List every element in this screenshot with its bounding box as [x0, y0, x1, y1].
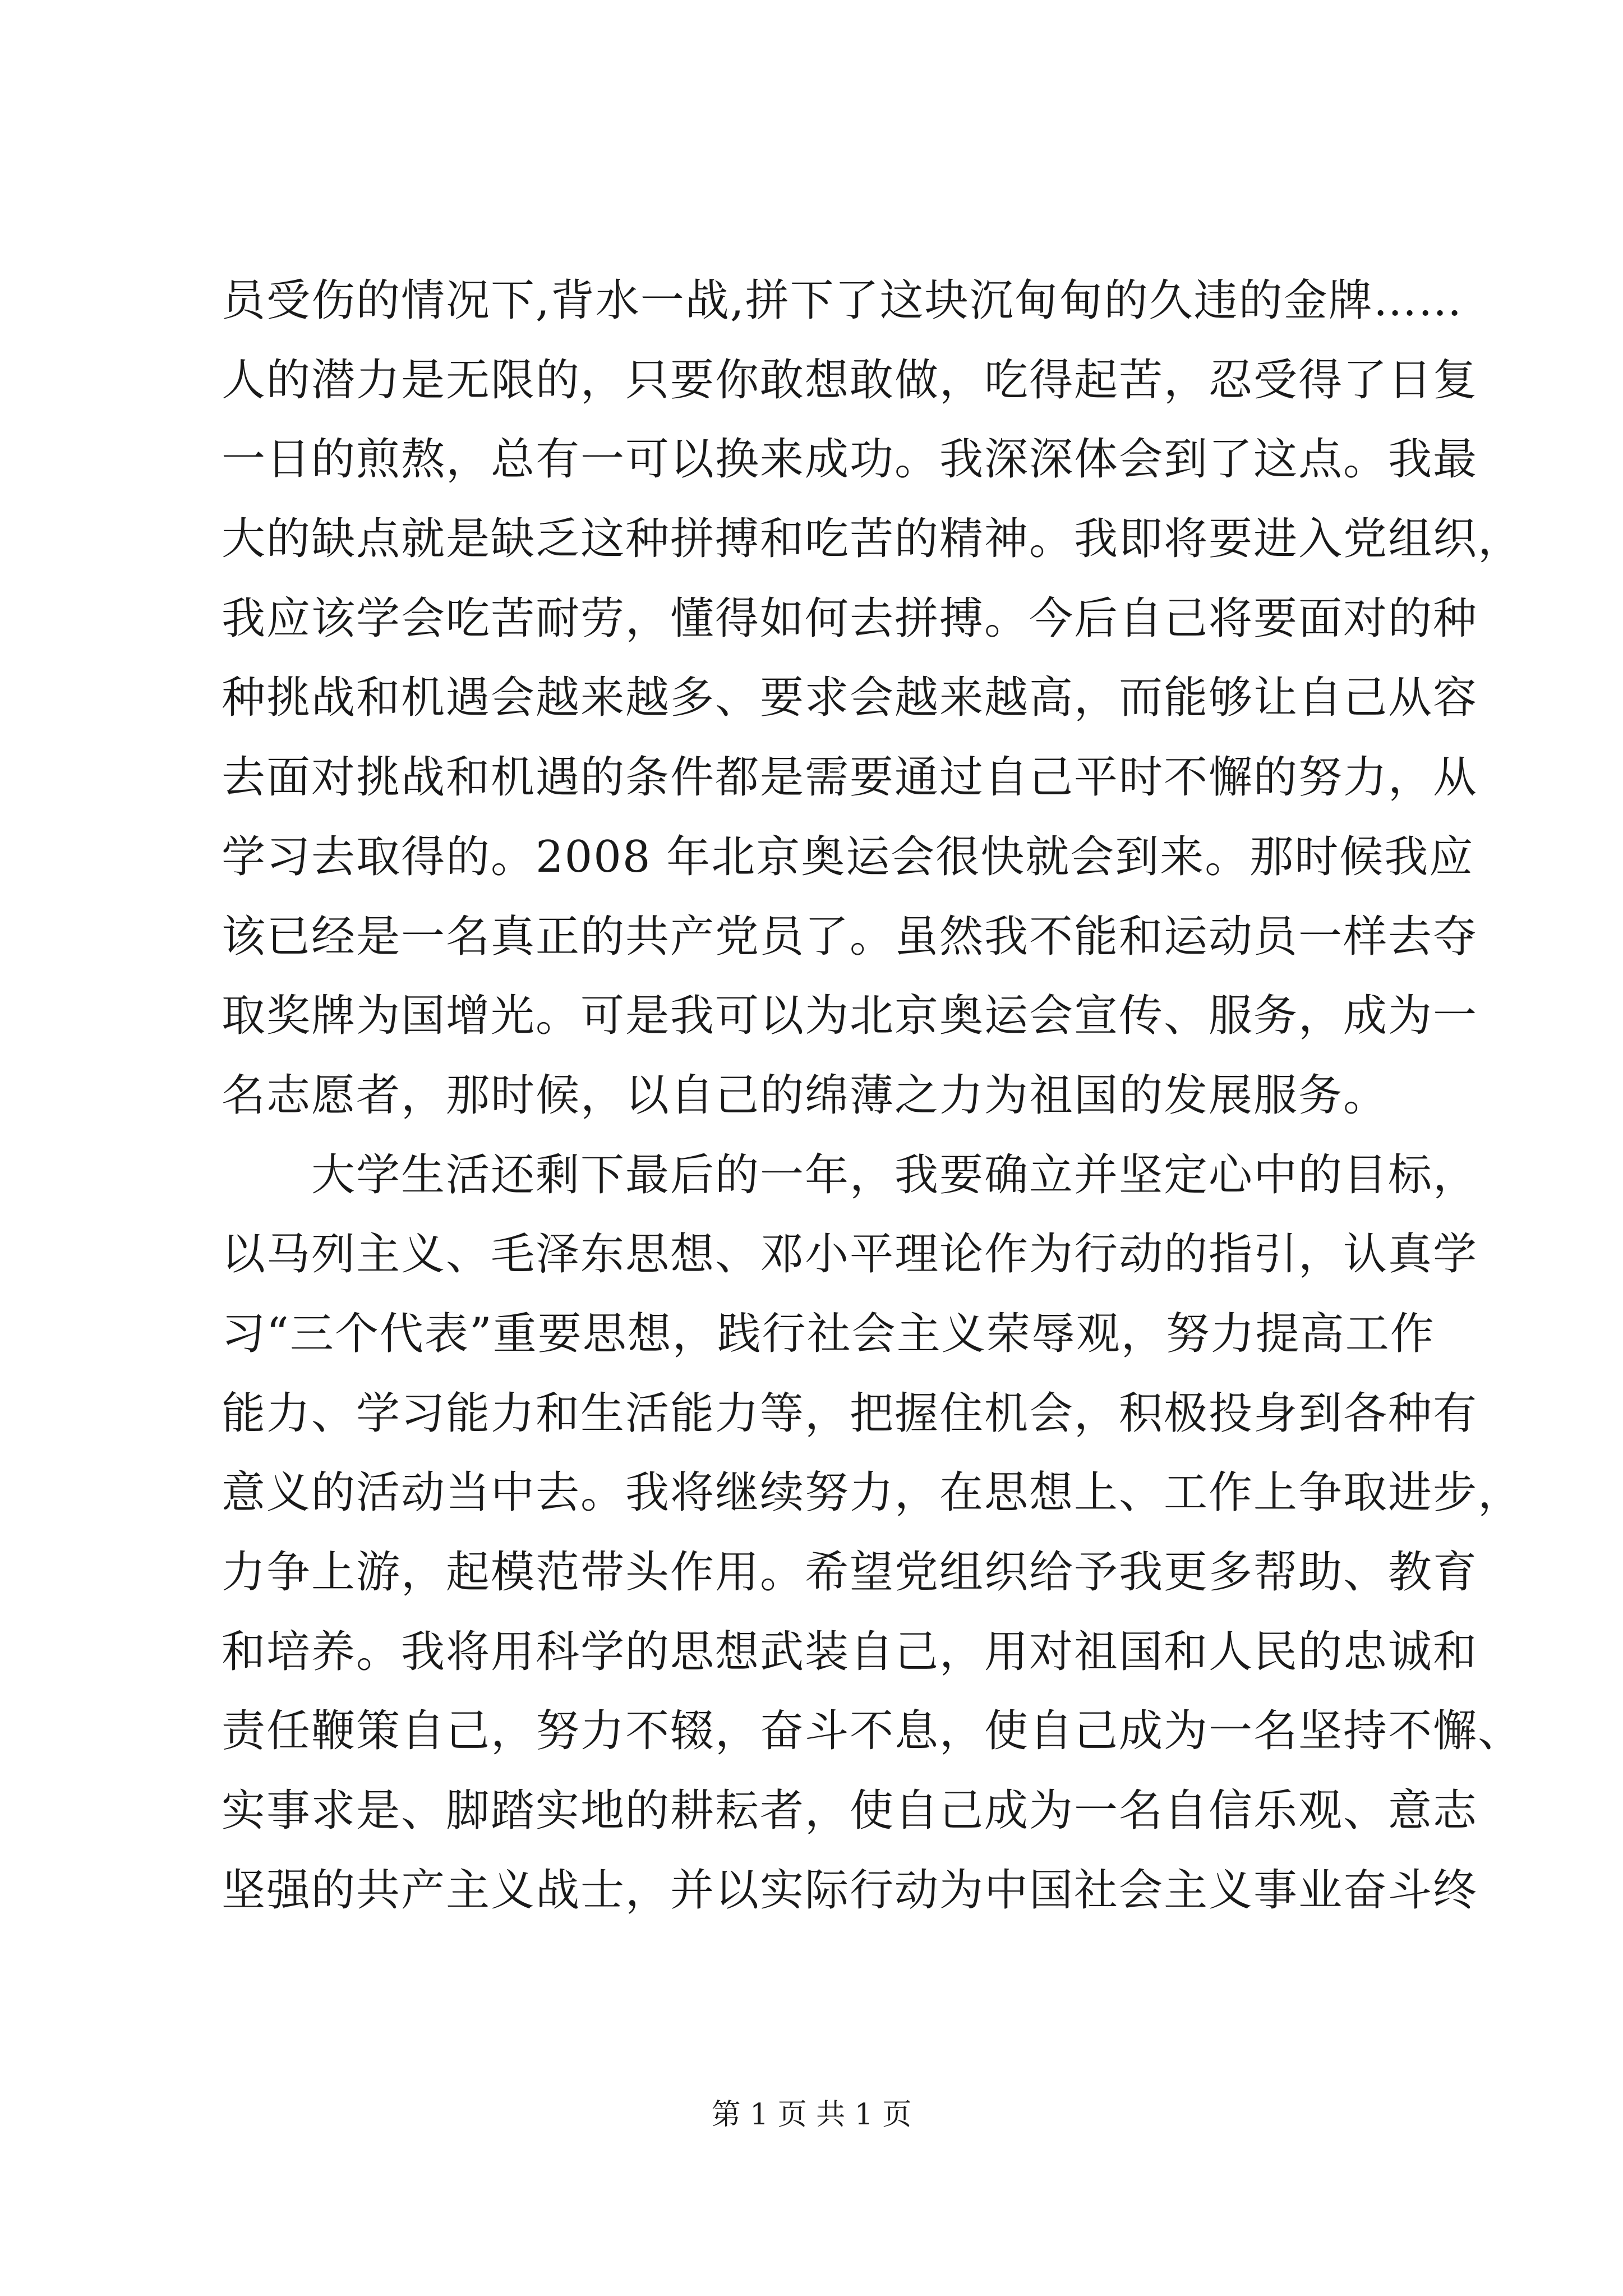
text-line: 人的潜力是无限的，只要你敢想敢做，吃得起苦，忍受得了日复 — [222, 355, 1478, 406]
text-line: 员受伤的情况下,背水一战,拼下了这块沉甸甸的久违的金牌…… — [222, 275, 1463, 326]
text-line: 取奖牌为国增光。可是我可以为北京奥运会宣传、服务，成为一 — [222, 991, 1478, 1042]
text-line: 习“三个代表”重要思想，践行社会主义荣辱观，努力提高工作 — [222, 1308, 1435, 1359]
text-line: 该已经是一名真正的共产党员了。虽然我不能和运动员一样去夺 — [222, 911, 1478, 962]
text-line: 以马列主义、毛泽东思想、邓小平理论作为行动的指引，认真学 — [222, 1229, 1478, 1280]
text-line: 力争上游，起模范带头作用。希望党组织给予我更多帮助、教育 — [222, 1547, 1478, 1598]
text-line: 大学生活还剩下最后的一年，我要确立并坚定心中的目标， — [222, 1149, 1478, 1200]
text-line: 和培养。我将用科学的思想武装自己，用对祖国和人民的忠诚和 — [222, 1626, 1478, 1677]
text-line: 意义的活动当中去。我将继续努力，在思想上、工作上争取进步， — [222, 1467, 1523, 1519]
text-line: 去面对挑战和机遇的条件都是需要通过自己平时不懈的努力，从 — [222, 752, 1478, 803]
text-line: 学习去取得的。2008 年北京奥运会很快就会到来。那时候我应 — [222, 831, 1474, 882]
text-line: 种挑战和机遇会越来越多、要求会越来越高，而能够让自己从容 — [222, 673, 1478, 724]
page-number-label: 第 1 页 共 1 页 — [711, 2098, 912, 2132]
text-line: 责任鞭策自己，努力不辍，奋斗不息，使自己成为一名坚持不懈、 — [222, 1706, 1523, 1757]
text-line: 坚强的共产主义战士，并以实际行动为中国社会主义事业奋斗终 — [222, 1865, 1478, 1916]
text-line: 能力、学习能力和生活能力等，把握住机会，积极投身到各种有 — [222, 1388, 1478, 1439]
text-line: 名志愿者，那时候，以自己的绵薄之力为祖国的发展服务。 — [222, 1070, 1389, 1121]
page-footer — [0, 2095, 1623, 2134]
body-text — [222, 261, 1523, 1930]
text-line: 我应该学会吃苦耐劳，懂得如何去拼搏。今后自己将要面对的种 — [222, 593, 1478, 644]
text-line: 大的缺点就是缺乏这种拼搏和吃苦的精神。我即将要进入党组织， — [222, 514, 1523, 565]
text-line: 实事求是、脚踏实地的耕耘者，使自己成为一名自信乐观、意志 — [222, 1786, 1478, 1837]
text-line: 一日的煎熬，总有一可以换来成功。我深深体会到了这点。我最 — [222, 434, 1478, 485]
